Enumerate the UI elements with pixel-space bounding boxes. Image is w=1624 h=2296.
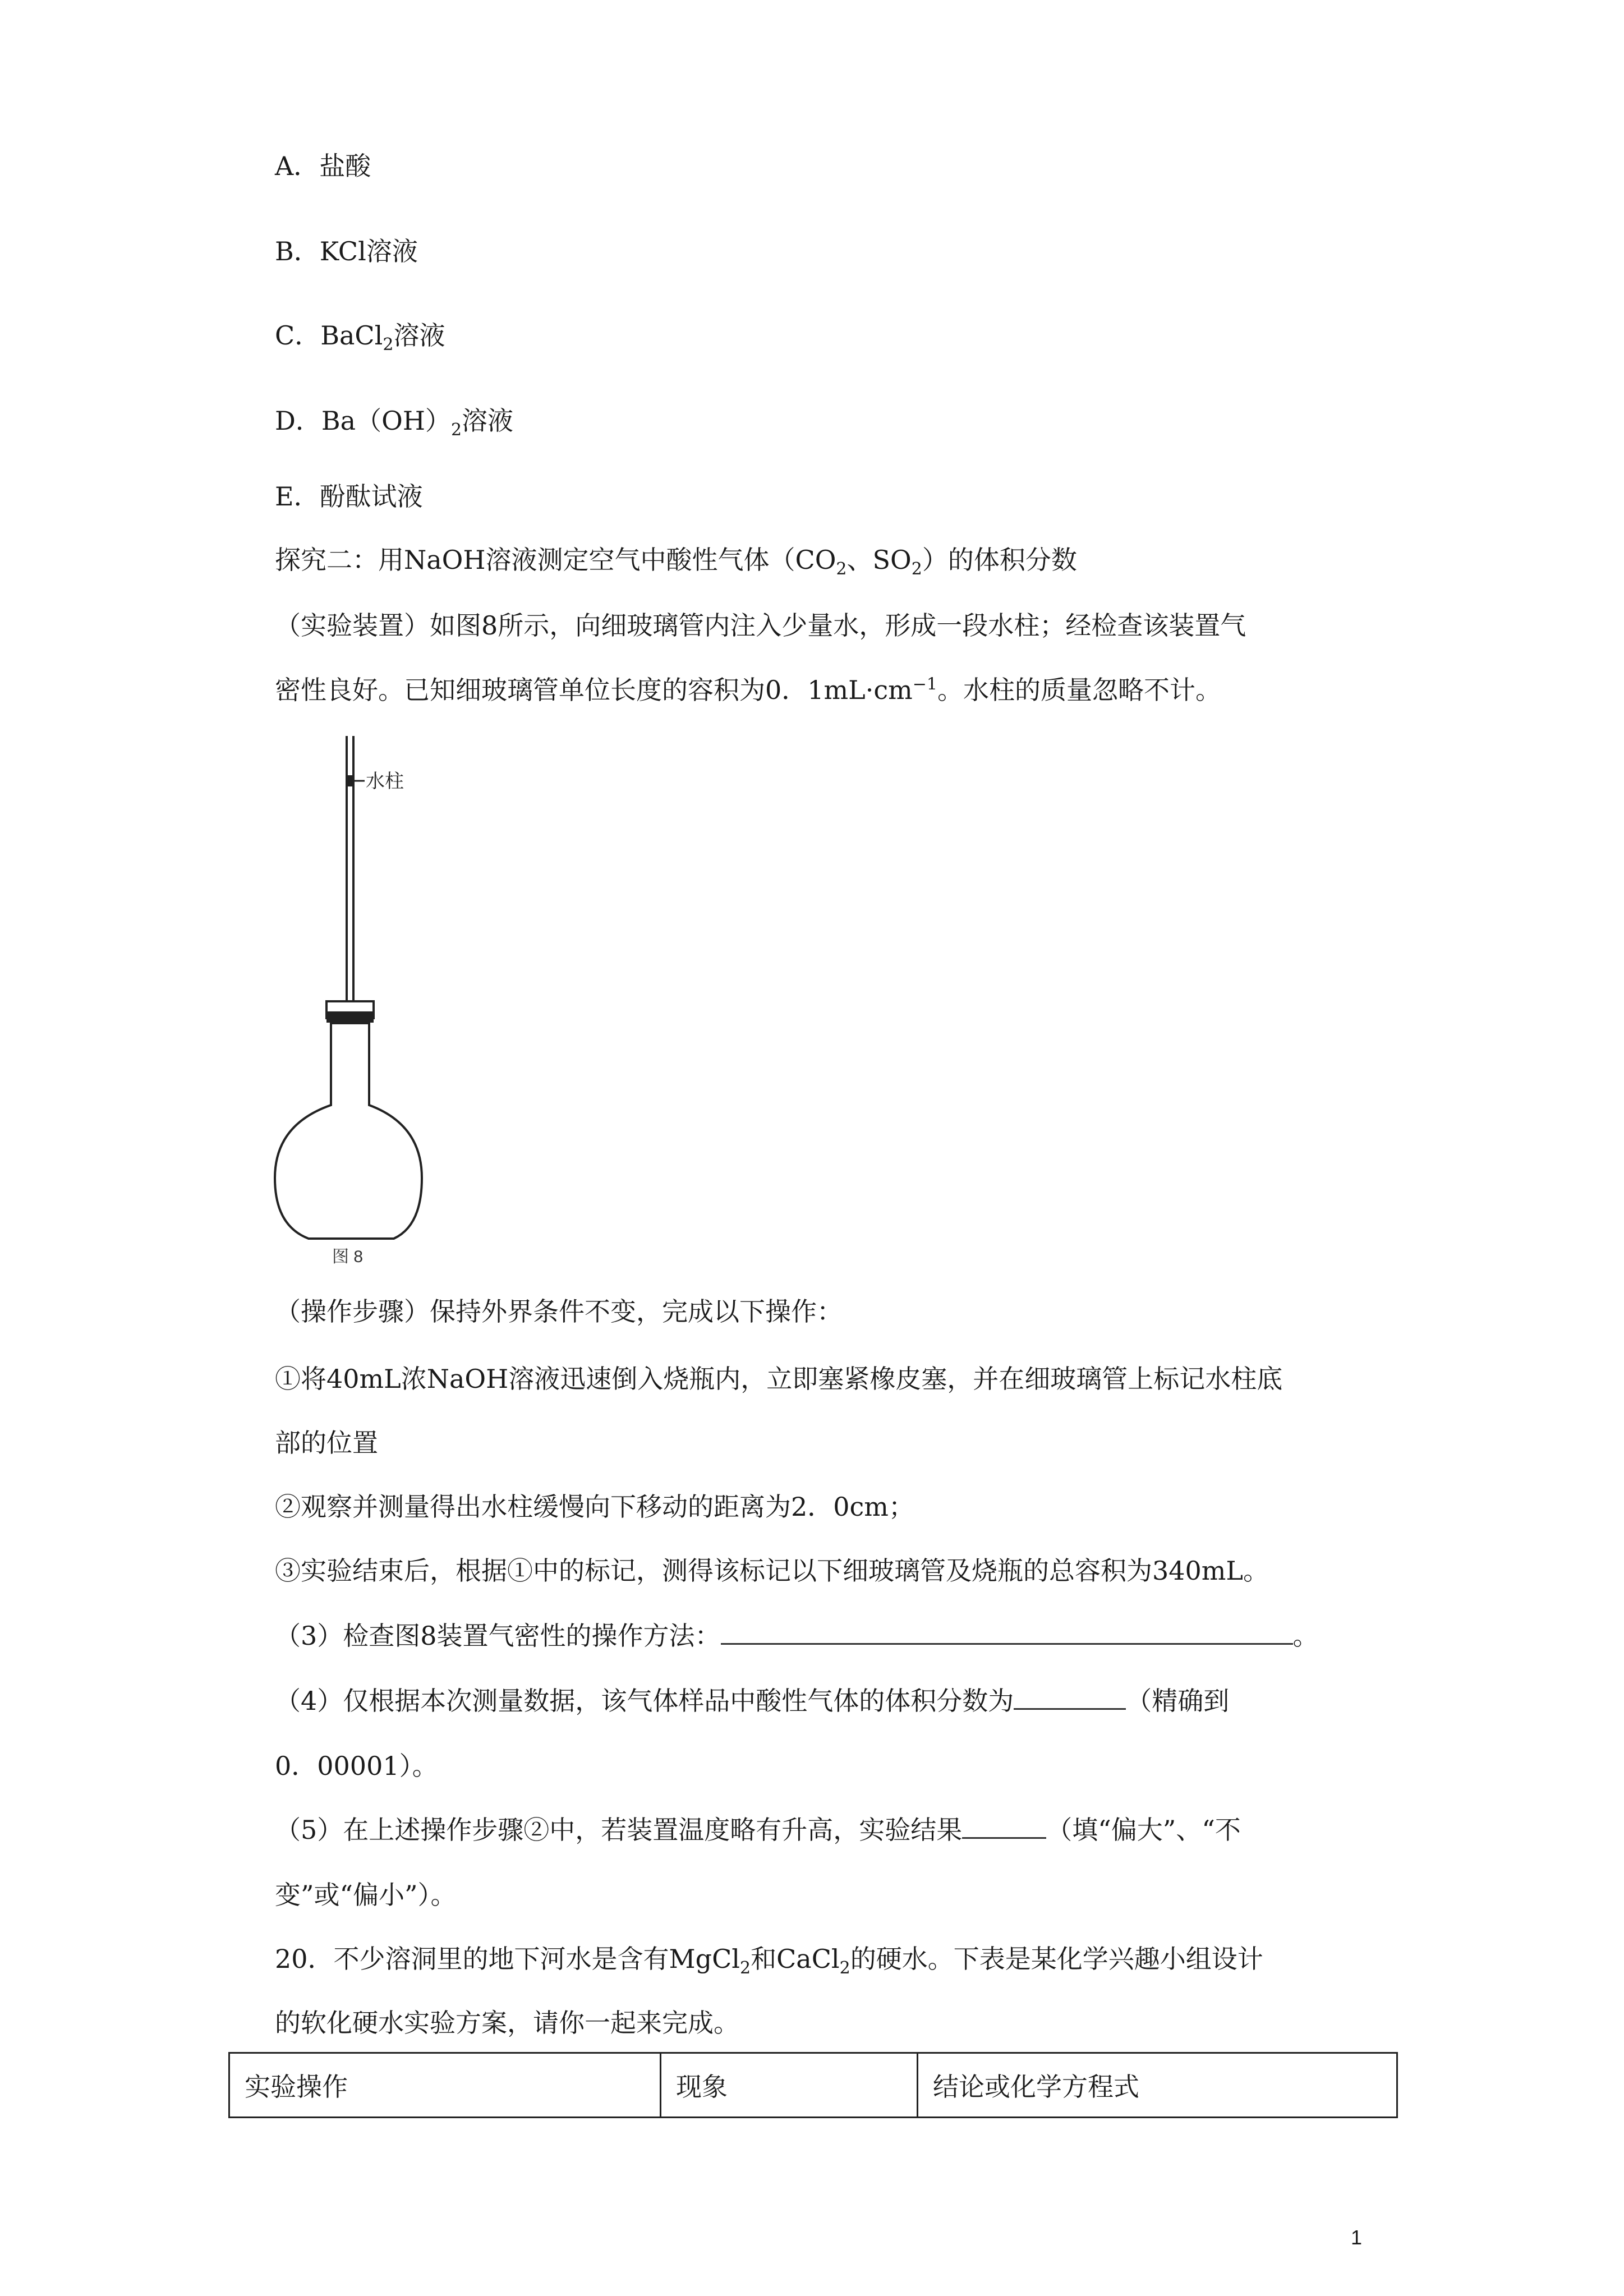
page-number: 1 xyxy=(1351,2226,1363,2249)
explore-two-heading: 探究二：用NaOH溶液测定空气中酸性气体（$CO_2$、$SO_2$）的体积分数 xyxy=(275,545,1077,579)
step-2: ②观察并测量得出水柱缓慢向下移动的距离为2．0cm； xyxy=(275,1492,914,1522)
question-4-line-2: 0．00001）。 xyxy=(275,1751,438,1781)
step-1-line-2: 部的位置 xyxy=(275,1428,378,1458)
table-header-conclusion: 结论或化学方程式 xyxy=(918,2053,1397,2118)
answer-blank-q5[interactable] xyxy=(962,1816,1046,1839)
question-3: （3）检查图8装置气密性的操作方法： 。 xyxy=(275,1621,1319,1651)
option-a: A．盐酸 xyxy=(275,151,371,181)
water-column-label: 水柱 xyxy=(366,771,404,792)
flask-apparatus-figure xyxy=(264,729,466,1268)
figure-caption: 图 8 xyxy=(332,1248,364,1266)
answer-blank-q3[interactable] xyxy=(721,1622,1293,1645)
option-e: E．酚酞试液 xyxy=(275,481,423,512)
stopper-band xyxy=(326,1011,374,1023)
table-header-row xyxy=(229,2053,1397,2118)
table-header-phenomenon: 现象 xyxy=(661,2053,918,2118)
option-d: D．$Ba(OH)_2$溶液 xyxy=(275,406,514,440)
table-header-operation: 实验操作 xyxy=(229,2053,661,2118)
question-5-line-2: 变”或“偏小”）。 xyxy=(275,1880,457,1910)
option-b: B．KCl溶液 xyxy=(275,236,418,266)
answer-blank-q4[interactable] xyxy=(1014,1687,1126,1710)
setup-line-1: （实验装置）如图8所示，向细玻璃管内注入少量水，形成一段水柱；经检查该装置气 xyxy=(275,610,1246,641)
steps-title: （操作步骤）保持外界条件不变，完成以下操作： xyxy=(275,1296,843,1327)
question-20-line-2: 的软化硬水实验方案，请你一起来完成。 xyxy=(275,2008,739,2038)
question-20-line-1: 20．不少溶洞里的地下河水是含有MgCl$_2$和CaCl$_2$的硬水。下表是某化学兴趣小组设计 xyxy=(275,1944,1263,1978)
setup-line-2: 密性良好。已知细玻璃管单位长度的容积为0．$1mL\cdot cm^{-1}$。水柱的质量忽略不计。 xyxy=(275,674,1221,705)
question-4: （4）仅根据本次测量数据，该气体样品中酸性气体的体积分数为 （精确到 xyxy=(275,1686,1230,1716)
experiment-table xyxy=(228,2052,1398,2118)
option-c: C．BaCl$_2$溶液 xyxy=(275,320,445,355)
step-3: ③实验结束后，根据①中的标记，测得该标记以下细玻璃管及烧瓶的总容积为340mL。 xyxy=(275,1556,1269,1586)
water-column xyxy=(347,775,353,786)
flask-body xyxy=(275,1023,422,1239)
question-5: （5）在上述操作步骤②中，若装置温度略有升高，实验结果 （填“偏大”、“不 xyxy=(275,1815,1241,1845)
step-1-line-1: ①将40mL浓NaOH溶液迅速倒入烧瓶内，立即塞紧橡皮塞，并在细玻璃管上标记水柱底 xyxy=(275,1364,1283,1394)
